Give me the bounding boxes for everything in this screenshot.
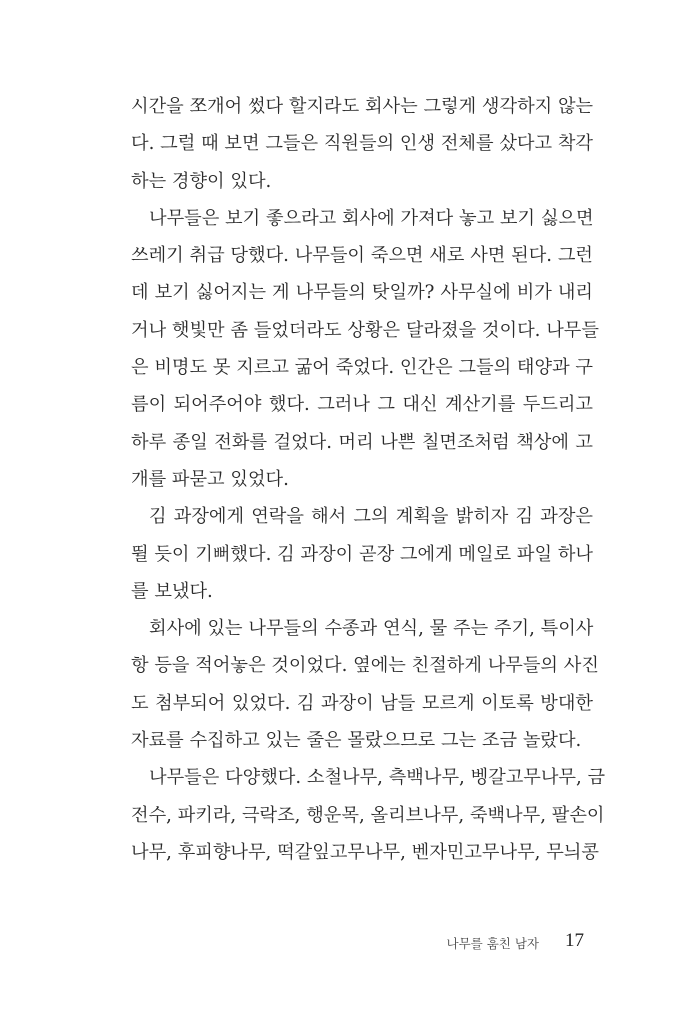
page-body: [131, 88, 606, 871]
text-line: 개를 파묻고 있었다.: [131, 468, 289, 490]
text-line: 도 첨부되어 있었다. 김 과장이 남들 모르게 이토록 방대한: [131, 692, 593, 714]
text-line: 하루 종일 전화를 걸었다. 머리 나쁜 칠면조처럼 책상에 고: [131, 431, 593, 453]
text-line: 하는 경향이 있다.: [131, 170, 272, 192]
text-line: 쓰레기 취급 당했다. 나무들이 죽으면 새로 사면 된다. 그런: [131, 245, 593, 267]
text-line: 전수, 파키라, 극락조, 행운목, 올리브나무, 죽백나무, 팔손이: [131, 804, 605, 826]
page-number: 17: [565, 930, 584, 951]
text-line: 데 보기 싫어지는 게 나무들의 탓일까? 사무실에 비가 내리: [131, 282, 593, 304]
text-line: 나무, 후피향나무, 떡갈잎고무나무, 벤자민고무나무, 무늬콩: [131, 841, 599, 863]
text-line: 다. 그럴 때 보면 그들은 직원들의 인생 전체를 샀다고 착각: [131, 133, 593, 155]
text-line: 회사에 있는 나무들의 수종과 연식, 물 주는 주기, 특이사: [149, 618, 594, 640]
text-line: 뛸 듯이 기뻐했다. 김 과장이 곧장 그에게 메일로 파일 하나: [131, 543, 593, 565]
text-line: 를 보냈다.: [131, 580, 213, 602]
text-line: 나무들은 다양했다. 소철나무, 측백나무, 벵갈고무나무, 금: [149, 767, 606, 789]
text-line: 항 등을 적어놓은 것이었다. 옆에는 친절하게 나무들의 사진: [131, 655, 599, 677]
text-line: 자료를 수집하고 있는 줄은 몰랐으므로 그는 조금 놀랐다.: [131, 730, 582, 752]
text-line: 은 비명도 못 지르고 굶어 죽었다. 인간은 그들의 태양과 구: [131, 357, 593, 379]
text-line: 나무들은 보기 좋으라고 회사에 가져다 놓고 보기 싫으면: [149, 207, 594, 229]
running-title: 나무를 훔친 남자: [446, 936, 539, 951]
text-line: 름이 되어주어야 했다. 그러나 그 대신 계산기를 두드리고: [131, 394, 593, 416]
text-line: 김 과장에게 연락을 해서 그의 계획을 밝히자 김 과장은: [149, 506, 593, 528]
text-line: 거나 햇빛만 좀 들었더라도 상황은 달라졌을 것이다. 나무들: [131, 319, 599, 341]
text-line: 시간을 쪼개어 썼다 할지라도 회사는 그렇게 생각하지 않는: [131, 96, 594, 117]
page-footer: [0, 932, 691, 956]
